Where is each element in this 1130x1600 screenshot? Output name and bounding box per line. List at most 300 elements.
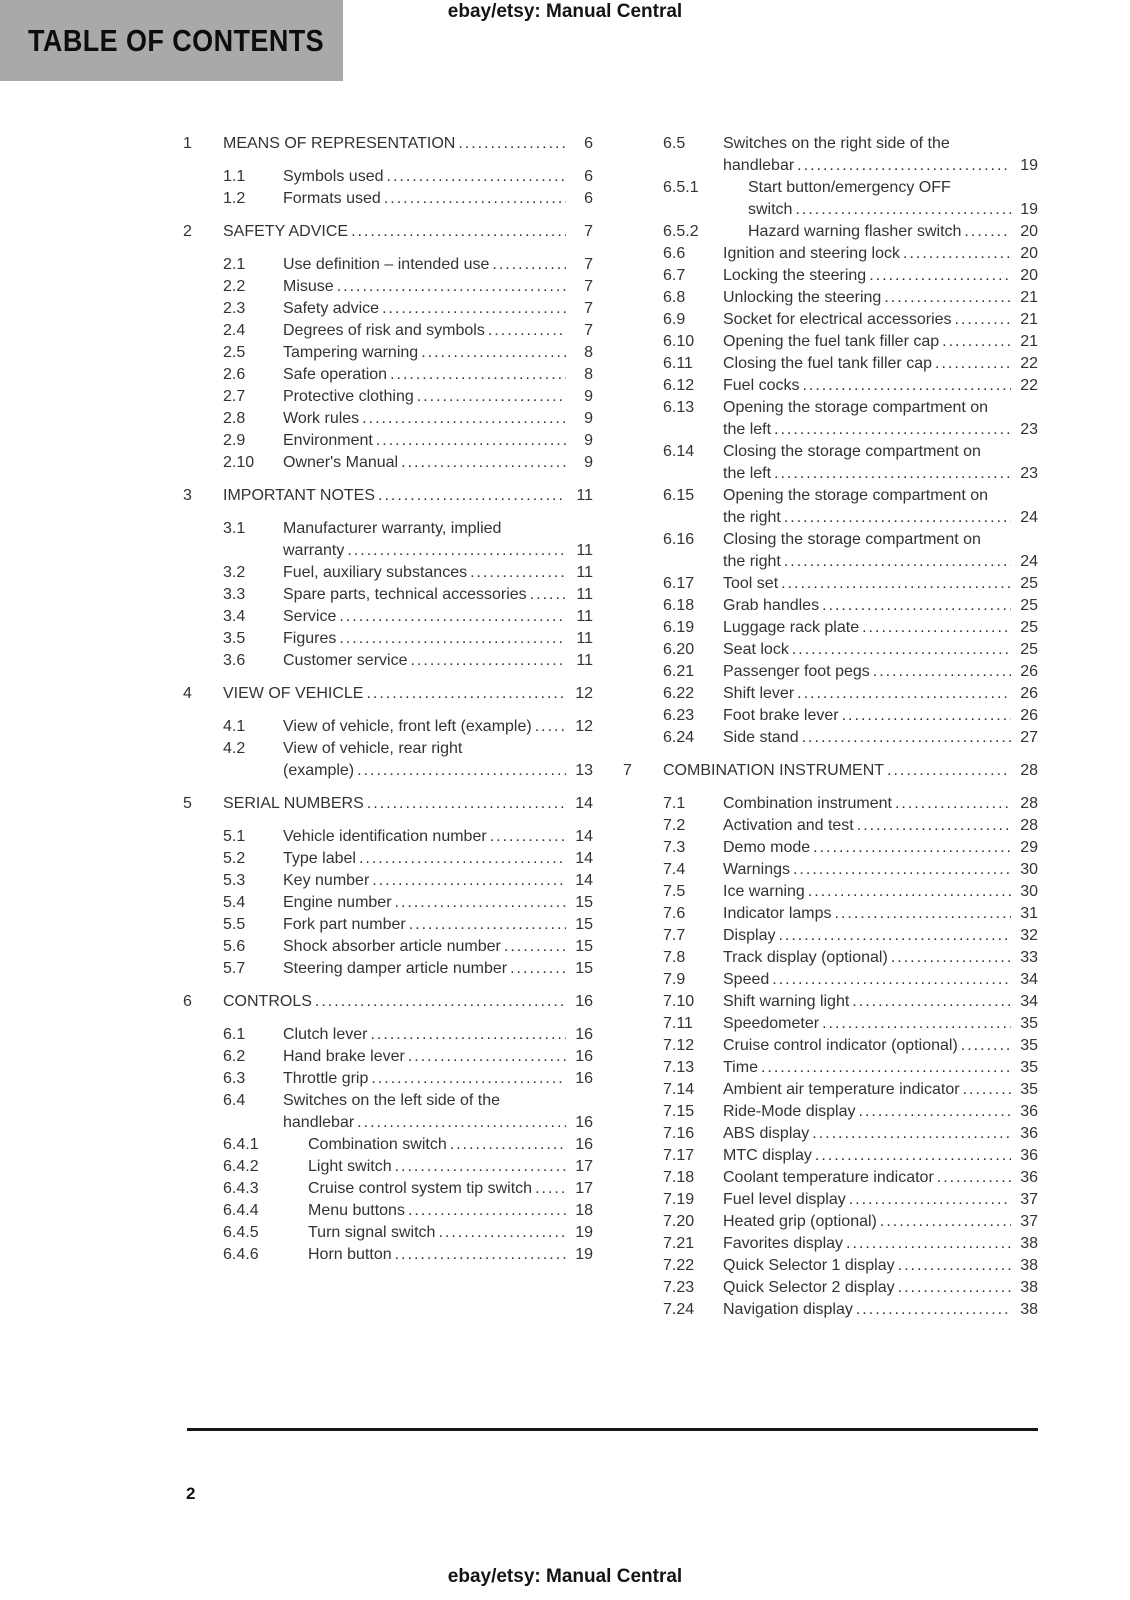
toc-entry-title: MEANS OF REPRESENTATION xyxy=(223,135,456,152)
toc-row xyxy=(623,221,1038,243)
dot-leader xyxy=(822,1013,1011,1035)
toc-entry-page: 7 xyxy=(584,256,593,273)
toc-row xyxy=(183,628,593,650)
dot-leader xyxy=(964,221,1011,243)
toc-row xyxy=(183,1068,593,1090)
dot-leader xyxy=(761,1057,1011,1079)
dot-leader xyxy=(372,870,566,892)
toc-entry-number: 7.23 xyxy=(663,1279,695,1296)
dot-leader xyxy=(410,650,566,672)
toc-entry-title: Seat lock xyxy=(723,641,789,658)
dot-leader xyxy=(535,716,566,738)
toc-entry-title: the right xyxy=(723,553,781,570)
toc-row xyxy=(623,881,1038,903)
toc-entry-page: 36 xyxy=(1020,1169,1038,1186)
toc-entry-number: 6.5.1 xyxy=(663,179,699,196)
toc-entry-page: 27 xyxy=(1020,729,1038,746)
toc-row xyxy=(183,826,593,848)
toc-entry-number: 3.6 xyxy=(223,652,246,669)
toc-entry-number: 6.4.3 xyxy=(223,1180,259,1197)
dot-leader xyxy=(815,1145,1011,1167)
toc-entry-page: 37 xyxy=(1020,1213,1038,1230)
dot-leader xyxy=(849,1189,1011,1211)
toc-entry-page: 16 xyxy=(575,993,593,1010)
toc-entry-number: 3.2 xyxy=(223,564,246,581)
dot-leader xyxy=(884,287,1011,309)
toc-entry-title: SERIAL NUMBERS xyxy=(223,795,364,812)
toc-entry-page: 33 xyxy=(1020,949,1038,966)
toc-entry-page: 15 xyxy=(575,916,593,933)
toc-entry-title: Favorites display xyxy=(723,1235,844,1252)
toc-row xyxy=(623,1013,1038,1035)
toc-row xyxy=(183,1024,593,1046)
toc-entry-title: Locking the steering xyxy=(723,267,867,284)
toc-left-column xyxy=(183,133,593,1266)
toc-entry-number: 3.5 xyxy=(223,630,246,647)
toc-row xyxy=(623,529,1038,551)
toc-entry-page: 20 xyxy=(1020,223,1038,240)
toc-entry-page: 12 xyxy=(575,685,593,702)
toc-entry-title: Switches on the right side of the xyxy=(723,135,950,152)
toc-entry-title: Engine number xyxy=(283,894,392,911)
dot-leader xyxy=(337,276,566,298)
toc-entry-title: Fuel cocks xyxy=(723,377,800,394)
dot-leader xyxy=(887,760,1011,782)
toc-entry-number: 6.2 xyxy=(223,1048,246,1065)
toc-entry-title: Closing the storage compartment on xyxy=(723,443,981,460)
toc-entry-title: the right xyxy=(723,509,781,526)
dot-leader xyxy=(937,1167,1011,1189)
toc-row xyxy=(623,859,1038,881)
toc-row xyxy=(623,419,1038,441)
toc-entry-page: 36 xyxy=(1020,1103,1038,1120)
toc-row xyxy=(623,991,1038,1013)
toc-entry-page: 20 xyxy=(1020,245,1038,262)
toc-entry-page: 17 xyxy=(575,1180,593,1197)
toc-row xyxy=(623,133,1038,155)
toc-entry-page: 14 xyxy=(575,828,593,845)
dot-leader xyxy=(450,1134,566,1156)
toc-row xyxy=(623,1277,1038,1299)
toc-entry-page: 19 xyxy=(1020,201,1038,218)
toc-entry-number: 6.4.1 xyxy=(223,1136,259,1153)
toc-entry-title: the left xyxy=(723,465,772,482)
toc-entry-page: 14 xyxy=(575,850,593,867)
dot-leader xyxy=(490,826,566,848)
toc-entry-title: Ice warning xyxy=(723,883,805,900)
toc-entry-number: 5.1 xyxy=(223,828,246,845)
toc-entry-title: Shift lever xyxy=(723,685,795,702)
toc-entry-title: Throttle grip xyxy=(283,1070,369,1087)
toc-entry-title: Spare parts, technical accessories xyxy=(283,586,527,603)
toc-entry-title: Ambient air temperature indicator xyxy=(723,1081,960,1098)
toc-entry-number: 2.8 xyxy=(223,410,246,427)
toc-row xyxy=(183,870,593,892)
toc-right-column xyxy=(623,133,1038,1321)
dot-leader xyxy=(382,298,566,320)
dot-leader xyxy=(856,1299,1011,1321)
toc-entry-number: 2.2 xyxy=(223,278,246,295)
toc-entry-page: 32 xyxy=(1020,927,1038,944)
dot-leader xyxy=(384,188,566,210)
dot-leader xyxy=(778,925,1011,947)
toc-entry-title: Start button/emergency OFF xyxy=(748,179,951,196)
toc-entry-title: Safety advice xyxy=(283,300,380,317)
toc-row xyxy=(623,397,1038,419)
toc-entry-page: 19 xyxy=(575,1224,593,1241)
toc-entry-number: 6.20 xyxy=(663,641,695,658)
toc-row xyxy=(183,848,593,870)
toc-entry-number: 6.13 xyxy=(663,399,695,416)
dot-leader xyxy=(488,320,566,342)
toc-entry-number: 7.14 xyxy=(663,1081,695,1098)
dot-leader xyxy=(408,1200,566,1222)
dot-leader xyxy=(963,1079,1011,1101)
toc-entry-number: 2 xyxy=(183,223,192,240)
dot-leader xyxy=(812,1123,1011,1145)
toc-entry-page: 9 xyxy=(584,454,593,471)
dot-leader xyxy=(390,364,566,386)
toc-entry-title: Vehicle identification number xyxy=(283,828,487,845)
toc-entry-page: 38 xyxy=(1020,1235,1038,1252)
toc-entry-title: COMBINATION INSTRUMENT xyxy=(663,762,885,779)
toc-entry-page: 11 xyxy=(576,564,593,581)
toc-row xyxy=(183,1178,593,1200)
toc-entry-title: Display xyxy=(723,927,776,944)
toc-row xyxy=(183,1244,593,1266)
toc-row xyxy=(183,1090,593,1112)
toc-entry-page: 19 xyxy=(575,1246,593,1263)
toc-entry-page: 15 xyxy=(575,894,593,911)
toc-entry-title: Service xyxy=(283,608,337,625)
toc-entry-number: 4 xyxy=(183,685,192,702)
dot-leader xyxy=(370,1024,566,1046)
toc-row xyxy=(623,1211,1038,1233)
toc-chapter-row xyxy=(183,793,593,815)
toc-entry-title: Closing the storage compartment on xyxy=(723,531,981,548)
toc-entry-title: View of vehicle, front left (example) xyxy=(283,718,532,735)
dot-leader xyxy=(401,452,566,474)
toc-entry-title: Ride-Mode display xyxy=(723,1103,856,1120)
toc-entry-number: 2.4 xyxy=(223,322,246,339)
toc-row xyxy=(183,276,593,298)
document-header-title: ebay/etsy: Manual Central xyxy=(447,1,683,22)
dot-leader xyxy=(797,683,1011,705)
toc-entry-title: Misuse xyxy=(283,278,334,295)
dot-leader xyxy=(378,485,566,507)
toc-row xyxy=(183,298,593,320)
toc-entry-title: Clutch lever xyxy=(283,1026,368,1043)
toc-entry-title: Protective clothing xyxy=(283,388,414,405)
toc-entry-title: Ignition and steering lock xyxy=(723,245,900,262)
toc-row xyxy=(623,969,1038,991)
toc-entry-title: Cruise control system tip switch xyxy=(308,1180,533,1197)
toc-entry-number: 2.10 xyxy=(223,454,255,471)
toc-row xyxy=(183,562,593,584)
dot-leader xyxy=(822,595,1011,617)
toc-entry-title: Hazard warning flasher switch xyxy=(748,223,962,240)
toc-entry-page: 12 xyxy=(575,718,593,735)
toc-row xyxy=(623,573,1038,595)
toc-entry-page: 19 xyxy=(1020,157,1038,174)
toc-entry-number: 6.12 xyxy=(663,377,695,394)
toc-entry-page: 23 xyxy=(1020,421,1038,438)
dot-leader xyxy=(942,331,1011,353)
dot-leader xyxy=(808,881,1011,903)
toc-entry-page: 25 xyxy=(1020,575,1038,592)
toc-chapter-row xyxy=(623,760,1038,782)
dot-leader xyxy=(880,1211,1011,1233)
toc-entry-number: 1.2 xyxy=(223,190,246,207)
toc-entry-number: 4.2 xyxy=(223,740,246,757)
toc-entry-number: 1 xyxy=(183,135,192,152)
toc-entry-number: 6.10 xyxy=(663,333,695,350)
dot-leader xyxy=(774,463,1011,485)
toc-entry-page: 25 xyxy=(1020,641,1038,658)
toc-entry-number: 2.9 xyxy=(223,432,246,449)
toc-entry-title: Heated grip (optional) xyxy=(723,1213,877,1230)
toc-row xyxy=(623,1189,1038,1211)
toc-entry-page: 28 xyxy=(1020,817,1038,834)
toc-row xyxy=(623,331,1038,353)
toc-row xyxy=(623,155,1038,177)
toc-entry-page: 35 xyxy=(1020,1081,1038,1098)
toc-entry-number: 6.7 xyxy=(663,267,686,284)
toc-entry-page: 36 xyxy=(1020,1125,1038,1142)
toc-row xyxy=(623,177,1038,199)
dot-leader xyxy=(802,727,1011,749)
toc-entry-page: 35 xyxy=(1020,1015,1038,1032)
toc-row xyxy=(183,430,593,452)
toc-entry-page: 25 xyxy=(1020,619,1038,636)
toc-entry-title: switch xyxy=(748,201,793,218)
toc-entry-title: Cruise control indicator (optional) xyxy=(723,1037,958,1054)
toc-entry-page: 36 xyxy=(1020,1147,1038,1164)
toc-entry-number: 7.9 xyxy=(663,971,686,988)
toc-row xyxy=(183,1200,593,1222)
toc-entry-page: 24 xyxy=(1020,509,1038,526)
toc-entry-title: SAFETY ADVICE xyxy=(223,223,349,240)
toc-entry-title: Closing the fuel tank filler cap xyxy=(723,355,932,372)
toc-entry-title: View of vehicle, rear right xyxy=(283,740,463,757)
toc-row xyxy=(623,1233,1038,1255)
toc-entry-page: 26 xyxy=(1020,707,1038,724)
toc-row xyxy=(623,199,1038,221)
toc-entry-title: Tampering warning xyxy=(283,344,419,361)
toc-row xyxy=(623,595,1038,617)
toc-row xyxy=(183,320,593,342)
toc-entry-number: 6.4.6 xyxy=(223,1246,259,1263)
toc-entry-page: 37 xyxy=(1020,1191,1038,1208)
toc-entry-title: handlebar xyxy=(283,1114,355,1131)
toc-entry-number: 7.24 xyxy=(663,1301,695,1318)
dot-leader xyxy=(846,1233,1011,1255)
toc-entry-number: 6.4 xyxy=(223,1092,246,1109)
toc-row xyxy=(623,1255,1038,1277)
toc-entry-number: 6.3 xyxy=(223,1070,246,1087)
toc-entry-page: 21 xyxy=(1020,289,1038,306)
toc-row xyxy=(183,1046,593,1068)
toc-entry-page: 8 xyxy=(584,366,593,383)
dot-leader xyxy=(395,1244,566,1266)
toc-entry-title: Shift warning light xyxy=(723,993,850,1010)
toc-row xyxy=(623,353,1038,375)
toc-entry-number: 7.18 xyxy=(663,1169,695,1186)
toc-entry-number: 2.1 xyxy=(223,256,246,273)
toc-row xyxy=(183,342,593,364)
dot-leader xyxy=(357,760,566,782)
toc-row xyxy=(183,452,593,474)
toc-entry-number: 7.17 xyxy=(663,1147,695,1164)
toc-entry-title: VIEW OF VEHICLE xyxy=(223,685,364,702)
toc-entry-title: Safe operation xyxy=(283,366,388,383)
toc-entry-title: Luggage rack plate xyxy=(723,619,860,636)
toc-entry-number: 6.15 xyxy=(663,487,695,504)
toc-entry-title: Degrees of risk and symbols xyxy=(283,322,485,339)
toc-entry-title: Demo mode xyxy=(723,839,811,856)
toc-entry-page: 6 xyxy=(584,168,593,185)
toc-entry-title: Formats used xyxy=(283,190,381,207)
toc-entry-title: Manufacturer warranty, implied xyxy=(283,520,502,537)
toc-entry-page: 31 xyxy=(1020,905,1038,922)
toc-row xyxy=(183,606,593,628)
toc-row xyxy=(623,507,1038,529)
toc-entry-number: 6 xyxy=(183,993,192,1010)
dot-leader xyxy=(376,430,566,452)
toc-entry-number: 6.17 xyxy=(663,575,695,592)
toc-entry-number: 6.4.5 xyxy=(223,1224,259,1241)
toc-entry-page: 28 xyxy=(1020,795,1038,812)
dot-leader xyxy=(813,837,1011,859)
toc-entry-page: 30 xyxy=(1020,883,1038,900)
toc-entry-number: 2.5 xyxy=(223,344,246,361)
toc-chapter-row xyxy=(183,683,593,705)
toc-entry-number: 6.14 xyxy=(663,443,695,460)
toc-row xyxy=(183,166,593,188)
toc-entry-title: Unlocking the steering xyxy=(723,289,882,306)
toc-row xyxy=(623,837,1038,859)
toc-entry-number: 5 xyxy=(183,795,192,812)
toc-entry-number: 6.4.2 xyxy=(223,1158,259,1175)
dot-leader xyxy=(792,639,1011,661)
dot-leader xyxy=(371,1068,566,1090)
toc-entry-page: 20 xyxy=(1020,267,1038,284)
toc-entry-page: 11 xyxy=(576,630,593,647)
toc-entry-title: Foot brake lever xyxy=(723,707,839,724)
toc-entry-number: 6.8 xyxy=(663,289,686,306)
toc-row xyxy=(623,683,1038,705)
toc-row xyxy=(623,1035,1038,1057)
toc-entry-title: Speedometer xyxy=(723,1015,820,1032)
dot-leader xyxy=(862,617,1011,639)
toc-entry-number: 7.7 xyxy=(663,927,686,944)
toc-entry-number: 5.6 xyxy=(223,938,246,955)
toc-row xyxy=(623,265,1038,287)
toc-row xyxy=(183,364,593,386)
dot-leader xyxy=(784,551,1011,573)
dot-leader xyxy=(852,991,1011,1013)
toc-entry-page: 9 xyxy=(584,432,593,449)
toc-entry-number: 7.10 xyxy=(663,993,695,1010)
toc-entry-title: Fuel, auxiliary substances xyxy=(283,564,468,581)
dot-leader xyxy=(935,353,1011,375)
dot-leader xyxy=(347,540,566,562)
toc-entry-title: Speed xyxy=(723,971,770,988)
toc-row xyxy=(623,661,1038,683)
dot-leader xyxy=(409,914,566,936)
toc-row xyxy=(183,650,593,672)
toc-entry-page: 16 xyxy=(575,1114,593,1131)
toc-entry-page: 34 xyxy=(1020,993,1038,1010)
toc-entry-page: 25 xyxy=(1020,597,1038,614)
dot-leader xyxy=(367,793,566,815)
toc-row xyxy=(183,540,593,562)
toc-entry-title: Quick Selector 1 display xyxy=(723,1257,895,1274)
toc-row xyxy=(183,1222,593,1244)
dot-leader xyxy=(492,254,566,276)
toc-entry-title: CONTROLS xyxy=(223,993,312,1010)
toc-entry-number: 5.5 xyxy=(223,916,246,933)
toc-row xyxy=(623,815,1038,837)
toc-entry-title: Menu buttons xyxy=(308,1202,405,1219)
toc-entry-page: 11 xyxy=(576,487,593,504)
dot-leader xyxy=(339,606,566,628)
toc-entry-page: 13 xyxy=(575,762,593,779)
toc-row xyxy=(183,386,593,408)
toc-row xyxy=(623,639,1038,661)
toc-entry-title: Opening the storage compartment on xyxy=(723,487,989,504)
toc-entry-page: 14 xyxy=(575,795,593,812)
toc-row xyxy=(623,1079,1038,1101)
toc-entry-number: 7 xyxy=(623,762,632,779)
dot-leader xyxy=(470,562,566,584)
dot-leader xyxy=(359,848,566,870)
toc-entry-title: Indicator lamps xyxy=(723,905,832,922)
toc-entry-number: 6.1 xyxy=(223,1026,246,1043)
toc-entry-title: ABS display xyxy=(723,1125,810,1142)
toc-entry-page: 6 xyxy=(584,190,593,207)
dot-leader xyxy=(873,661,1011,683)
dot-leader xyxy=(351,221,566,243)
toc-entry-number: 5.7 xyxy=(223,960,246,977)
toc-row xyxy=(183,1156,593,1178)
dot-leader xyxy=(504,936,566,958)
dot-leader xyxy=(387,166,567,188)
toc-row xyxy=(183,760,593,782)
page-number: 2 xyxy=(186,1484,196,1503)
toc-row xyxy=(623,727,1038,749)
toc-entry-page: 22 xyxy=(1020,377,1038,394)
toc-entry-title: Hand brake lever xyxy=(283,1048,405,1065)
toc-row xyxy=(183,584,593,606)
toc-row xyxy=(623,1123,1038,1145)
toc-row xyxy=(623,463,1038,485)
toc-row xyxy=(623,705,1038,727)
dot-leader xyxy=(315,991,566,1013)
toc-entry-title: Activation and test xyxy=(723,817,854,834)
toc-entry-number: 7.22 xyxy=(663,1257,695,1274)
toc-entry-title: Use definition – intended use xyxy=(283,256,490,273)
toc-row xyxy=(623,617,1038,639)
toc-entry-title: Combination instrument xyxy=(723,795,892,812)
toc-entry-page: 21 xyxy=(1020,333,1038,350)
toc-entry-title: IMPORTANT NOTES xyxy=(223,487,376,504)
toc-entry-page: 11 xyxy=(576,542,593,559)
toc-row xyxy=(183,254,593,276)
toc-entry-number: 7.3 xyxy=(663,839,686,856)
toc-entry-title: Horn button xyxy=(308,1246,392,1263)
toc-entry-page: 26 xyxy=(1020,663,1038,680)
